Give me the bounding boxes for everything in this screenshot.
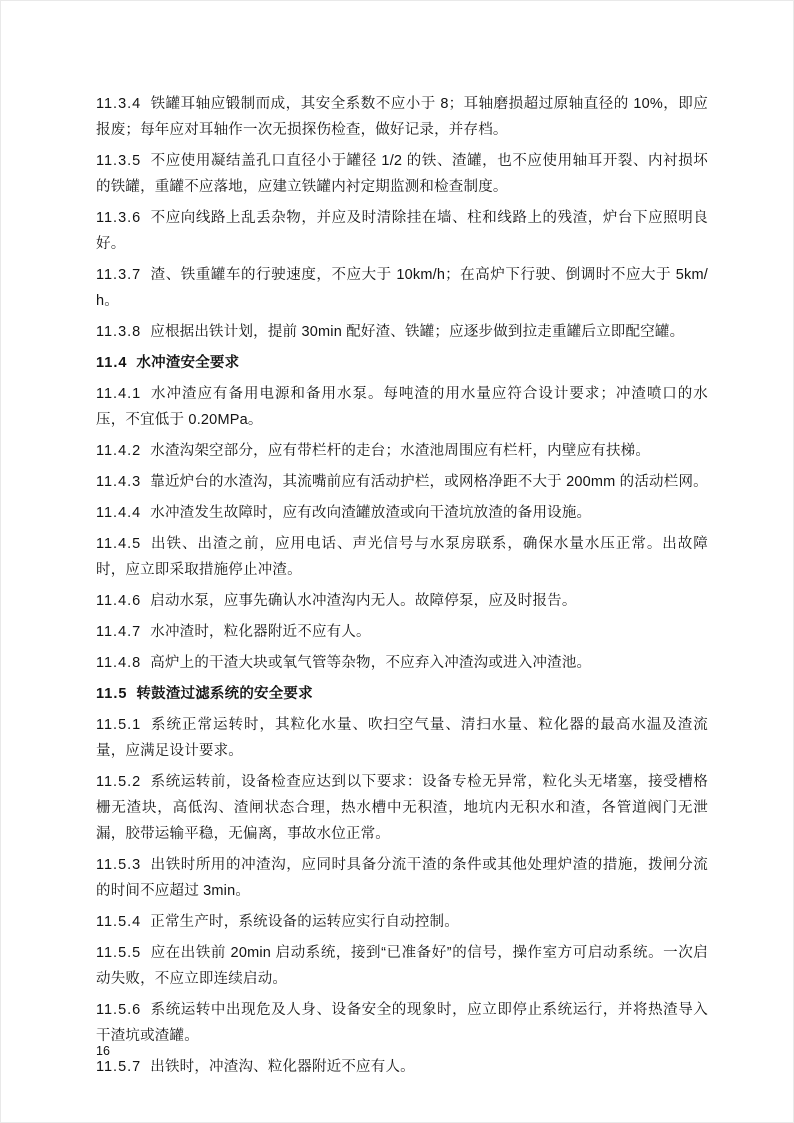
clause-number: 11.4.6 [96,593,142,609]
clause-11-5-1 [96,712,708,764]
clause-number: 11.4.2 [96,443,142,459]
clause-11-3-4 [96,91,708,143]
clause-text: 水渣沟架空部分，应有带栏杆的走台；水渣池周围应有栏杆，内壁应有扶梯。 [150,443,651,459]
clause-text: 系统运转前，设备检查应达到以下要求：设备专检无异常，粒化头无堵塞，接受槽格栅无渣块，高低沟、渣闸状态合理，热水槽中无积渣，地坑内无积水和渣，各管道阀门无泄漏，胶带运输平稳，无偏离，事故水位正常。 [96,774,708,842]
clause-text: 出铁时，冲渣沟、粒化器附近不应有人。 [150,1059,415,1075]
clause-number: 11.5.5 [96,945,142,961]
section-title: 水冲渣安全要求 [136,355,240,371]
clause-11-4-7 [96,619,708,645]
clause-number: 11.5.6 [96,1002,142,1018]
clause-11-5-6 [96,997,708,1049]
clause-number: 11.4.5 [96,536,142,552]
clause-text: 水冲渣时，粒化器附近不应有人。 [150,624,371,640]
clause-number: 11.5.1 [96,717,142,733]
section-number: 11.4 [96,355,128,371]
clause-text: 渣、铁重罐车的行驶速度，不应大于 10km/h；在高炉下行驶、倒调时不应大于 5km/h。 [96,267,708,309]
clause-11-5-5 [96,940,708,992]
clause-number: 11.5.2 [96,774,142,790]
clause-11-4-6 [96,588,708,614]
clause-11-3-6 [96,205,708,257]
clause-11-3-7 [96,262,708,314]
clause-text: 启动水泵，应事先确认水冲渣沟内无人。故障停泵，应及时报告。 [150,593,577,609]
page-number: 16 [96,1044,110,1058]
clause-number: 11.5.4 [96,914,142,930]
clause-11-3-5 [96,148,708,200]
clause-11-4-3 [96,469,708,495]
section-heading-11-5 [96,681,708,707]
clause-text: 高炉上的干渣大块或氧气管等杂物，不应弃入冲渣沟或进入冲渣池。 [150,655,592,671]
section-title: 转鼓渣过滤系统的安全要求 [136,686,313,702]
clause-text: 系统正常运转时，其粒化水量、吹扫空气量、清扫水量、粒化器的最高水温及渣流量，应满足设计要求。 [96,717,708,759]
clause-text: 不应使用凝结盖孔口直径小于罐径 1/2 的铁、渣罐，也不应使用轴耳开裂、内衬损坏的铁罐，重罐不应落地，应建立铁罐内衬定期监测和检查制度。 [96,153,708,195]
clause-number: 11.4.8 [96,655,142,671]
clause-text: 不应向线路上乱丢杂物，并应及时清除挂在墙、柱和线路上的残渣，炉台下应照明良好。 [96,210,708,252]
clause-11-4-1 [96,381,708,433]
clause-number: 11.5.7 [96,1059,142,1075]
section-heading-11-4 [96,350,708,376]
clause-11-5-3 [96,852,708,904]
clause-text: 水冲渣发生故障时，应有改向渣罐放渣或向干渣坑放渣的备用设施。 [150,505,592,521]
section-number: 11.5 [96,686,128,702]
clause-11-3-8 [96,319,708,345]
clause-11-4-8 [96,650,708,676]
clause-number: 11.3.6 [96,210,142,226]
clause-text: 铁罐耳轴应锻制而成，其安全系数不应小于 8；耳轴磨损超过原轴直径的 10%，即应报废；每年应对耳轴作一次无损探伤检查，做好记录，并存档。 [96,96,708,138]
clause-text: 水冲渣应有备用电源和备用水泵。每吨渣的用水量应符合设计要求；冲渣喷口的水压，不宜低于 0.20MPa。 [96,386,708,428]
clause-number: 11.4.1 [96,386,142,402]
clause-11-5-2 [96,769,708,847]
clause-11-4-2 [96,438,708,464]
clause-number: 11.3.5 [96,153,142,169]
clause-number: 11.3.8 [96,324,142,340]
document-body [96,91,708,1080]
clause-text: 正常生产时，系统设备的运转应实行自动控制。 [150,914,459,930]
clause-text: 应在出铁前 20min 启动系统，接到“已准备好”的信号，操作室方可启动系统。一次启动失败，不应立即连续启动。 [96,945,708,987]
clause-11-4-4 [96,500,708,526]
clause-text: 系统运转中出现危及人身、设备安全的现象时，应立即停止系统运行，并将热渣导入干渣坑或渣罐。 [96,1002,708,1044]
clause-number: 11.3.4 [96,96,142,112]
clause-number: 11.3.7 [96,267,142,283]
clause-11-5-7 [96,1054,708,1080]
clause-11-5-4 [96,909,708,935]
clause-number: 11.5.3 [96,857,142,873]
clause-11-4-5 [96,531,708,583]
clause-number: 11.4.7 [96,624,142,640]
clause-text: 靠近炉台的水渣沟，其流嘴前应有活动护栏，或网格净距不大于 200mm 的活动栏网。 [150,474,708,490]
clause-text: 出铁时所用的冲渣沟，应同时具备分流干渣的条件或其他处理炉渣的措施，拨闸分流的时间不应超过 3min。 [96,857,708,899]
clause-number: 11.4.3 [96,474,142,490]
clause-number: 11.4.4 [96,505,142,521]
clause-text: 出铁、出渣之前，应用电话、声光信号与水泵房联系，确保水量水压正常。出故障时，应立即采取措施停止冲渣。 [96,536,708,578]
clause-text: 应根据出铁计划，提前 30min 配好渣、铁罐；应逐步做到拉走重罐后立即配空罐。 [150,324,685,340]
